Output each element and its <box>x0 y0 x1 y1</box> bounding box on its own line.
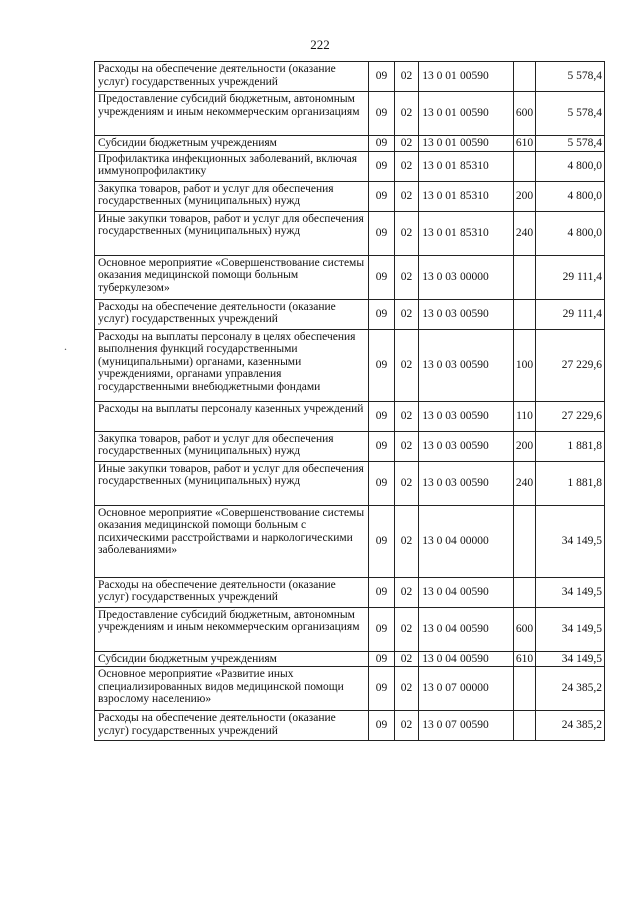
subprogram-code: 0 <box>436 585 443 598</box>
program-code: 13 <box>422 159 434 172</box>
expense-name: Расходы на выплаты персоналу в целях обеспечения выполнения функций государственными (муниципальными) органами, казенными учреждениями, органами управления государственными внебюджетными фондами <box>95 329 369 401</box>
expense-kind-code: 610 <box>514 136 536 152</box>
activity-code: 03 <box>445 476 457 489</box>
table-row <box>95 461 605 505</box>
subprogram-code: 0 <box>436 476 443 489</box>
direction-code: 00590 <box>460 622 489 635</box>
expense-kind-code: 600 <box>514 92 536 136</box>
target-article-code <box>419 577 514 607</box>
table-row <box>95 607 605 651</box>
subprogram-code: 0 <box>436 719 443 732</box>
expense-kind-code: 110 <box>514 401 536 431</box>
table-row <box>95 62 605 92</box>
direction-code: 00590 <box>460 719 489 732</box>
amount: 5 578,4 <box>536 92 605 136</box>
program-code: 13 <box>422 189 434 202</box>
activity-code: 04 <box>445 652 457 665</box>
expense-name: Предоставление субсидий бюджетным, автономным учреждениям и иным некоммерческим организациям <box>95 607 369 651</box>
target-article-code <box>419 92 514 136</box>
table-row <box>95 505 605 577</box>
section-code: 09 <box>369 151 395 181</box>
amount: 1 881,8 <box>536 461 605 505</box>
activity-code: 01 <box>445 226 457 239</box>
subprogram-code: 0 <box>436 137 443 149</box>
amount: 5 578,4 <box>536 136 605 152</box>
direction-code: 85310 <box>460 226 489 239</box>
expense-name: Закупка товаров, работ и услуг для обеспечения государственных (муниципальных) нужд <box>95 431 369 461</box>
table-row <box>95 136 605 152</box>
subprogram-code: 0 <box>436 107 443 120</box>
expense-name: Расходы на выплаты персоналу казенных учреждений <box>95 401 369 431</box>
amount: 4 800,0 <box>536 151 605 181</box>
program-code: 13 <box>422 307 434 320</box>
expense-name: Основное мероприятие «Совершенствование системы оказания медицинской помощи больным туберкулезом» <box>95 255 369 299</box>
expense-name: Основное мероприятие «Совершенствование системы оказания медицинской помощи больным с психическими расстройствами и наркологическими заболеваниями» <box>95 505 369 577</box>
expense-name: Субсидии бюджетным учреждениям <box>95 651 369 667</box>
subsection-code: 02 <box>395 62 419 92</box>
expense-kind-code: 200 <box>514 181 536 211</box>
program-code: 13 <box>422 70 434 83</box>
expense-kind-code <box>514 62 536 92</box>
subsection-code: 02 <box>395 651 419 667</box>
program-code: 13 <box>422 585 434 598</box>
subprogram-code: 0 <box>436 439 443 452</box>
program-code: 13 <box>422 409 434 422</box>
subsection-code: 02 <box>395 136 419 152</box>
subsection-code: 02 <box>395 329 419 401</box>
program-code: 13 <box>422 534 434 547</box>
subsection-code: 02 <box>395 431 419 461</box>
subsection-code: 02 <box>395 211 419 255</box>
activity-code: 03 <box>445 439 457 452</box>
direction-code: 85310 <box>460 189 489 202</box>
expense-kind-code: 200 <box>514 431 536 461</box>
program-code: 13 <box>422 270 434 283</box>
amount: 29 111,4 <box>536 299 605 329</box>
expense-kind-code: 240 <box>514 211 536 255</box>
amount: 24 385,2 <box>536 667 605 711</box>
program-code: 13 <box>422 682 434 695</box>
expense-kind-code <box>514 299 536 329</box>
direction-code: 00590 <box>460 107 489 120</box>
section-code: 09 <box>369 505 395 577</box>
expense-kind-code: 600 <box>514 607 536 651</box>
target-article-code <box>419 181 514 211</box>
amount: 5 578,4 <box>536 62 605 92</box>
expense-kind-code <box>514 505 536 577</box>
subsection-code: 02 <box>395 255 419 299</box>
target-article-code <box>419 667 514 711</box>
amount: 34 149,5 <box>536 607 605 651</box>
table-row <box>95 151 605 181</box>
direction-code: 00590 <box>460 652 489 665</box>
expense-name: Расходы на обеспечение деятельности (оказание услуг) государственных учреждений <box>95 299 369 329</box>
activity-code: 04 <box>445 534 457 547</box>
table-row <box>95 431 605 461</box>
amount: 27 229,6 <box>536 401 605 431</box>
subsection-code: 02 <box>395 577 419 607</box>
expense-name: Субсидии бюджетным учреждениям <box>95 136 369 152</box>
target-article-code <box>419 505 514 577</box>
page-number: 222 <box>310 37 330 52</box>
section-code: 09 <box>369 299 395 329</box>
direction-code: 85310 <box>460 159 489 172</box>
target-article-code <box>419 401 514 431</box>
target-article-code <box>419 651 514 667</box>
table-row <box>95 711 605 741</box>
expense-name: Расходы на обеспечение деятельности (оказание услуг) государственных учреждений <box>95 711 369 741</box>
table-row <box>95 255 605 299</box>
section-code: 09 <box>369 211 395 255</box>
amount: 34 149,5 <box>536 577 605 607</box>
program-code: 13 <box>422 439 434 452</box>
expense-kind-code <box>514 667 536 711</box>
activity-code: 03 <box>445 409 457 422</box>
program-code: 13 <box>422 107 434 120</box>
expense-name: Профилактика инфекционных заболеваний, включая иммунопрофилактику <box>95 151 369 181</box>
target-article-code <box>419 461 514 505</box>
program-code: 13 <box>422 137 434 149</box>
program-code: 13 <box>422 476 434 489</box>
expense-kind-code: 100 <box>514 329 536 401</box>
expense-kind-code <box>514 577 536 607</box>
amount: 24 385,2 <box>536 711 605 741</box>
activity-code: 01 <box>445 137 457 149</box>
expense-name: Расходы на обеспечение деятельности (оказание услуг) государственных учреждений <box>95 62 369 92</box>
activity-code: 04 <box>445 585 457 598</box>
direction-code: 00000 <box>460 534 489 547</box>
subprogram-code: 0 <box>436 189 443 202</box>
table-row <box>95 92 605 136</box>
activity-code: 01 <box>445 107 457 120</box>
section-code: 09 <box>369 181 395 211</box>
expense-kind-code <box>514 151 536 181</box>
subprogram-code: 0 <box>436 226 443 239</box>
target-article-code <box>419 607 514 651</box>
table-row <box>95 299 605 329</box>
expense-name: Предоставление субсидий бюджетным, автономным учреждениям и иным некоммерческим организациям <box>95 92 369 136</box>
subsection-code: 02 <box>395 461 419 505</box>
subprogram-code: 0 <box>436 159 443 172</box>
subprogram-code: 0 <box>436 307 443 320</box>
amount: 34 149,5 <box>536 651 605 667</box>
section-code: 09 <box>369 92 395 136</box>
expense-kind-code <box>514 711 536 741</box>
margin-mark: . <box>64 339 67 353</box>
section-code: 09 <box>369 401 395 431</box>
subprogram-code: 0 <box>436 409 443 422</box>
direction-code: 00590 <box>460 476 489 489</box>
expense-kind-code: 610 <box>514 651 536 667</box>
subsection-code: 02 <box>395 151 419 181</box>
direction-code: 00590 <box>460 409 489 422</box>
activity-code: 01 <box>445 70 457 83</box>
subprogram-code: 0 <box>436 682 443 695</box>
program-code: 13 <box>422 652 434 665</box>
target-article-code <box>419 136 514 152</box>
activity-code: 04 <box>445 622 457 635</box>
subsection-code: 02 <box>395 607 419 651</box>
target-article-code <box>419 151 514 181</box>
direction-code: 00590 <box>460 585 489 598</box>
expense-kind-code: 240 <box>514 461 536 505</box>
target-article-code <box>419 255 514 299</box>
subsection-code: 02 <box>395 711 419 741</box>
direction-code: 00000 <box>460 270 489 283</box>
target-article-code <box>419 431 514 461</box>
section-code: 09 <box>369 577 395 607</box>
direction-code: 00590 <box>460 137 489 149</box>
subprogram-code: 0 <box>436 652 443 665</box>
table-row <box>95 651 605 667</box>
direction-code: 00590 <box>460 358 489 371</box>
subsection-code: 02 <box>395 667 419 711</box>
subsection-code: 02 <box>395 181 419 211</box>
table-body <box>95 62 605 741</box>
section-code: 09 <box>369 329 395 401</box>
subprogram-code: 0 <box>436 358 443 371</box>
expense-name: Расходы на обеспечение деятельности (оказание услуг) государственных учреждений <box>95 577 369 607</box>
activity-code: 01 <box>445 159 457 172</box>
target-article-code <box>419 211 514 255</box>
section-code: 09 <box>369 255 395 299</box>
section-code: 09 <box>369 667 395 711</box>
section-code: 09 <box>369 651 395 667</box>
subsection-code: 02 <box>395 92 419 136</box>
amount: 29 111,4 <box>536 255 605 299</box>
direction-code: 00590 <box>460 307 489 320</box>
budget-table <box>94 61 605 741</box>
section-code: 09 <box>369 136 395 152</box>
activity-code: 03 <box>445 358 457 371</box>
activity-code: 03 <box>445 307 457 320</box>
target-article-code <box>419 329 514 401</box>
target-article-code <box>419 62 514 92</box>
section-code: 09 <box>369 62 395 92</box>
activity-code: 03 <box>445 270 457 283</box>
amount: 1 881,8 <box>536 431 605 461</box>
target-article-code <box>419 711 514 741</box>
subsection-code: 02 <box>395 505 419 577</box>
subprogram-code: 0 <box>436 622 443 635</box>
subsection-code: 02 <box>395 401 419 431</box>
activity-code: 07 <box>445 682 457 695</box>
table-row <box>95 667 605 711</box>
subprogram-code: 0 <box>436 70 443 83</box>
target-article-code <box>419 299 514 329</box>
direction-code: 00000 <box>460 682 489 695</box>
table-row <box>95 401 605 431</box>
expense-name: Закупка товаров, работ и услуг для обеспечения государственных (муниципальных) нужд <box>95 181 369 211</box>
table-row <box>95 211 605 255</box>
expense-name: Иные закупки товаров, работ и услуг для обеспечения государственных (муниципальных) нужд <box>95 461 369 505</box>
subprogram-code: 0 <box>436 534 443 547</box>
section-code: 09 <box>369 711 395 741</box>
activity-code: 01 <box>445 189 457 202</box>
program-code: 13 <box>422 622 434 635</box>
expense-name: Иные закупки товаров, работ и услуг для обеспечения государственных (муниципальных) нужд <box>95 211 369 255</box>
program-code: 13 <box>422 358 434 371</box>
subsection-code: 02 <box>395 299 419 329</box>
subprogram-code: 0 <box>436 270 443 283</box>
expense-kind-code <box>514 255 536 299</box>
section-code: 09 <box>369 431 395 461</box>
table-row <box>95 577 605 607</box>
direction-code: 00590 <box>460 439 489 452</box>
expense-name: Основное мероприятие «Развитие иных специализированных видов медицинской помощи взрослому населению» <box>95 667 369 711</box>
table-row <box>95 181 605 211</box>
amount: 34 149,5 <box>536 505 605 577</box>
table-row <box>95 329 605 401</box>
amount: 4 800,0 <box>536 211 605 255</box>
program-code: 13 <box>422 226 434 239</box>
amount: 4 800,0 <box>536 181 605 211</box>
section-code: 09 <box>369 461 395 505</box>
amount: 27 229,6 <box>536 329 605 401</box>
direction-code: 00590 <box>460 70 489 83</box>
activity-code: 07 <box>445 719 457 732</box>
program-code: 13 <box>422 719 434 732</box>
section-code: 09 <box>369 607 395 651</box>
